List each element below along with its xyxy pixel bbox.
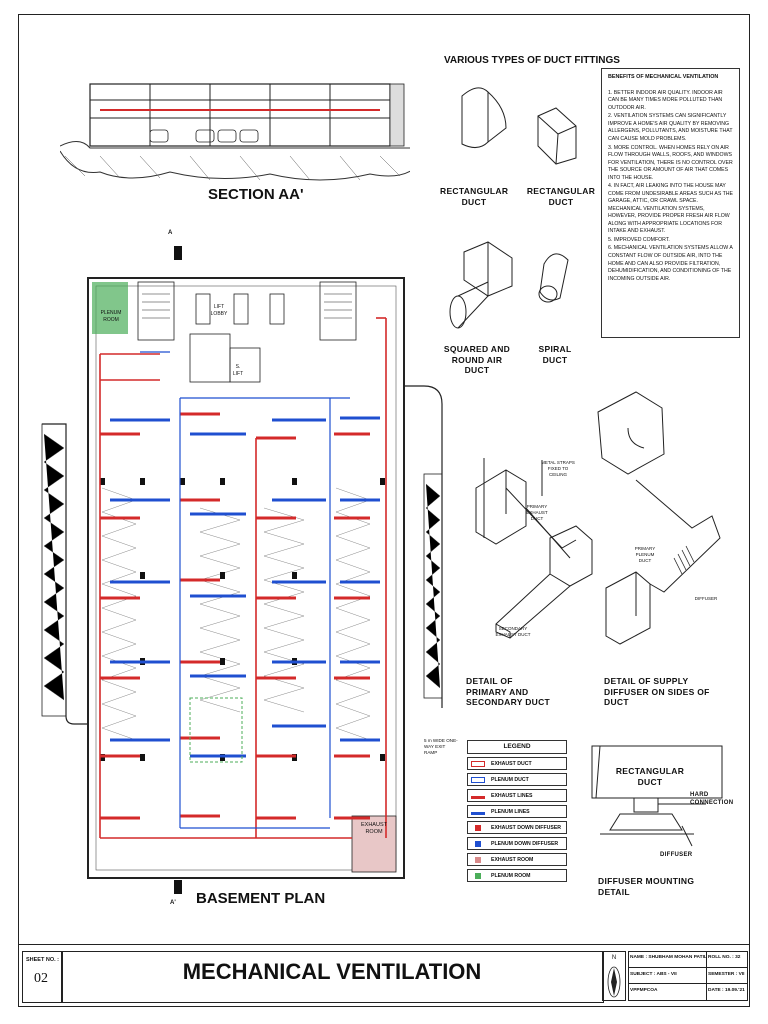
legend-item-exhaust-down-diffuser bbox=[467, 821, 567, 834]
sheet-label: SHEET NO. : bbox=[26, 957, 60, 963]
ramp-label: 5 m WIDE ONE-WAY EXIT RAMP bbox=[424, 738, 458, 755]
legend-swatch bbox=[471, 761, 485, 767]
benefit-point: 1. BETTER INDOOR AIR QUALITY. INDOOR AIR CAN BE MANY TIMES MORE POLLUTED THAN OUTDOOR AIR. bbox=[608, 89, 723, 111]
legend-item-exhaust-lines bbox=[467, 789, 567, 802]
supply-diffuser-caption: DETAIL OF SUPPLY DIFFUSER ON SIDES OF DUCT bbox=[604, 676, 710, 708]
info-divider bbox=[628, 983, 748, 984]
basement-plan-drawing bbox=[40, 238, 470, 898]
lift-label: S. LIFT bbox=[232, 364, 244, 377]
north-label: N bbox=[611, 955, 617, 961]
section-marker-top: A bbox=[168, 230, 173, 236]
fitting-caption-2: RECTANGULAR DUCT bbox=[526, 186, 596, 207]
fitting-caption-3: SQUARED AND ROUND AIR DUCT bbox=[443, 344, 511, 376]
exhaust-room-label: EXHAUST ROOM bbox=[361, 822, 387, 836]
benefit-point: 6. MECHANICAL VENTILATION SYSTEMS ALLOW A CONSTANT FLOW OF OUTSIDE AIR, INTO THE HOME AND CAN ALSO PROVIDE FILTRATION, DEHUMIDIFICATION, AND CONDITIONING OF THE INCOMING OUTSIDE AIR. bbox=[608, 245, 733, 282]
legend-item-plenum-lines bbox=[467, 805, 567, 818]
semester-field: SEMESTER : VII bbox=[708, 972, 745, 977]
legend-title: LEGEND bbox=[467, 740, 567, 754]
mounting-duct-label: RECTANGULAR DUCT bbox=[615, 766, 685, 787]
legend-item-exhaust-room bbox=[467, 853, 567, 866]
date-field: DATE : 19.09.'21 bbox=[708, 988, 745, 993]
primary-plenum-label: PRIMARY PLENUM DUCT bbox=[634, 546, 656, 563]
info-divider bbox=[628, 967, 748, 968]
primary-exhaust-label: PRIMARY EXHAUST DUCT bbox=[526, 504, 548, 521]
legend-label: EXHAUST ROOM bbox=[491, 856, 534, 863]
metal-straps-label: METAL STRAPS FIXED TO CEILING bbox=[541, 460, 575, 477]
section-marker-bottom: A' bbox=[170, 900, 176, 906]
benefit-point: 5. IMPROVED COMFORT. bbox=[608, 236, 670, 243]
legend-swatch bbox=[475, 825, 481, 831]
legend-label: PLENUM DOWN DIFFUSER bbox=[491, 840, 559, 847]
fittings-drawings bbox=[448, 82, 598, 342]
legend-swatch bbox=[471, 812, 485, 815]
legend-label: EXHAUST DUCT bbox=[491, 760, 532, 767]
legend-item-plenum-room bbox=[467, 869, 567, 882]
primary-secondary-caption: DETAIL OF PRIMARY AND SECONDARY DUCT bbox=[466, 676, 551, 708]
mounting-diffuser-label: DIFFUSER bbox=[660, 852, 693, 858]
benefit-point: 4. IN FACT, AIR LEAKING INTO THE HOUSE MAY COME FROM UNDESIRABLE AREAS SUCH AS THE GARAGE, ATTIC, OR CRAWL SPACE. MECHANICAL VENTILATION SYSTEMS, HOWEVER, PROVIDE PROPER FRESH AIR FLOW ALONG WITH APPROPRIATE LOCATIONS FOR INTAKE AND EXHAUST. bbox=[608, 183, 734, 235]
benefit-point: 3. MORE CONTROL. WHEN HOMES RELY ON AIR FLOW THROUGH WALLS, ROOFS, AND WINDOWS FOR VENTILATION, THERE IS NO CONTROL OVER THE SOURCE OR AMOUNT OF AIR THAT COMES INTO THE HOUSE. bbox=[608, 144, 733, 181]
legend-label: EXHAUST DOWN DIFFUSER bbox=[491, 824, 562, 831]
roll-field: ROLL NO. : 32 bbox=[708, 955, 741, 960]
title-block bbox=[18, 944, 750, 1007]
section-title: SECTION AA' bbox=[208, 186, 304, 203]
benefits-box bbox=[601, 68, 740, 338]
legend bbox=[467, 740, 567, 885]
legend-swatch bbox=[471, 777, 485, 783]
legend-item-plenum-duct bbox=[467, 773, 567, 786]
legend-swatch bbox=[471, 796, 485, 799]
detail-drawings bbox=[466, 388, 740, 658]
college-field: VPPMPCOA bbox=[630, 988, 658, 993]
legend-swatch bbox=[475, 873, 481, 879]
fitting-caption-4: SPIRAL DUCT bbox=[538, 344, 572, 365]
legend-item-exhaust-duct bbox=[467, 757, 567, 770]
subject-field: SUBJECT : ABS - VII bbox=[630, 972, 677, 977]
legend-swatch bbox=[475, 857, 481, 863]
legend-swatch bbox=[475, 841, 481, 847]
legend-label: PLENUM LINES bbox=[491, 808, 530, 815]
legend-item-plenum-down-diffuser bbox=[467, 837, 567, 850]
secondary-exhaust-label: SECONDARY EXHAUST DUCT bbox=[495, 626, 531, 637]
diffuser-label: DIFFUSER bbox=[694, 596, 718, 601]
name-field: NAME : SHUBHAM MOHAN PATIL bbox=[630, 955, 707, 960]
plenum-room-label: PLENUM ROOM bbox=[100, 310, 122, 323]
north-arrow-icon bbox=[606, 965, 622, 999]
legend-label: PLENUM ROOM bbox=[491, 872, 531, 879]
lift-lobby-label: LIFT LOBBY bbox=[210, 304, 228, 317]
fitting-caption-1: RECTANGULAR DUCT bbox=[440, 186, 509, 207]
section-drawing bbox=[60, 76, 410, 186]
hard-connection-label: HARD CONNECTION bbox=[690, 792, 734, 806]
sheet-number: 02 bbox=[34, 971, 48, 986]
drawing-title: MECHANICAL VENTILATION bbox=[182, 959, 482, 984]
legend-label: EXHAUST LINES bbox=[491, 792, 533, 799]
mounting-caption: DIFFUSER MOUNTING DETAIL bbox=[598, 876, 695, 897]
plan-title: BASEMENT PLAN bbox=[196, 890, 326, 907]
benefit-point: 2. VENTILATION SYSTEMS CAN SIGNIFICANTLY IMPROVE A HOME'S AIR QUALITY BY REMOVING ALLERGENS, POLLUTANTS, AND MOISTURE THAT CAN CAUSE MOLD PROBLEMS. bbox=[608, 113, 733, 143]
legend-label: PLENUM DUCT bbox=[491, 776, 529, 783]
fittings-title: VARIOUS TYPES OF DUCT FITTINGS bbox=[444, 55, 620, 66]
benefits-heading: BENEFITS OF MECHANICAL VENTILATION bbox=[608, 74, 719, 80]
